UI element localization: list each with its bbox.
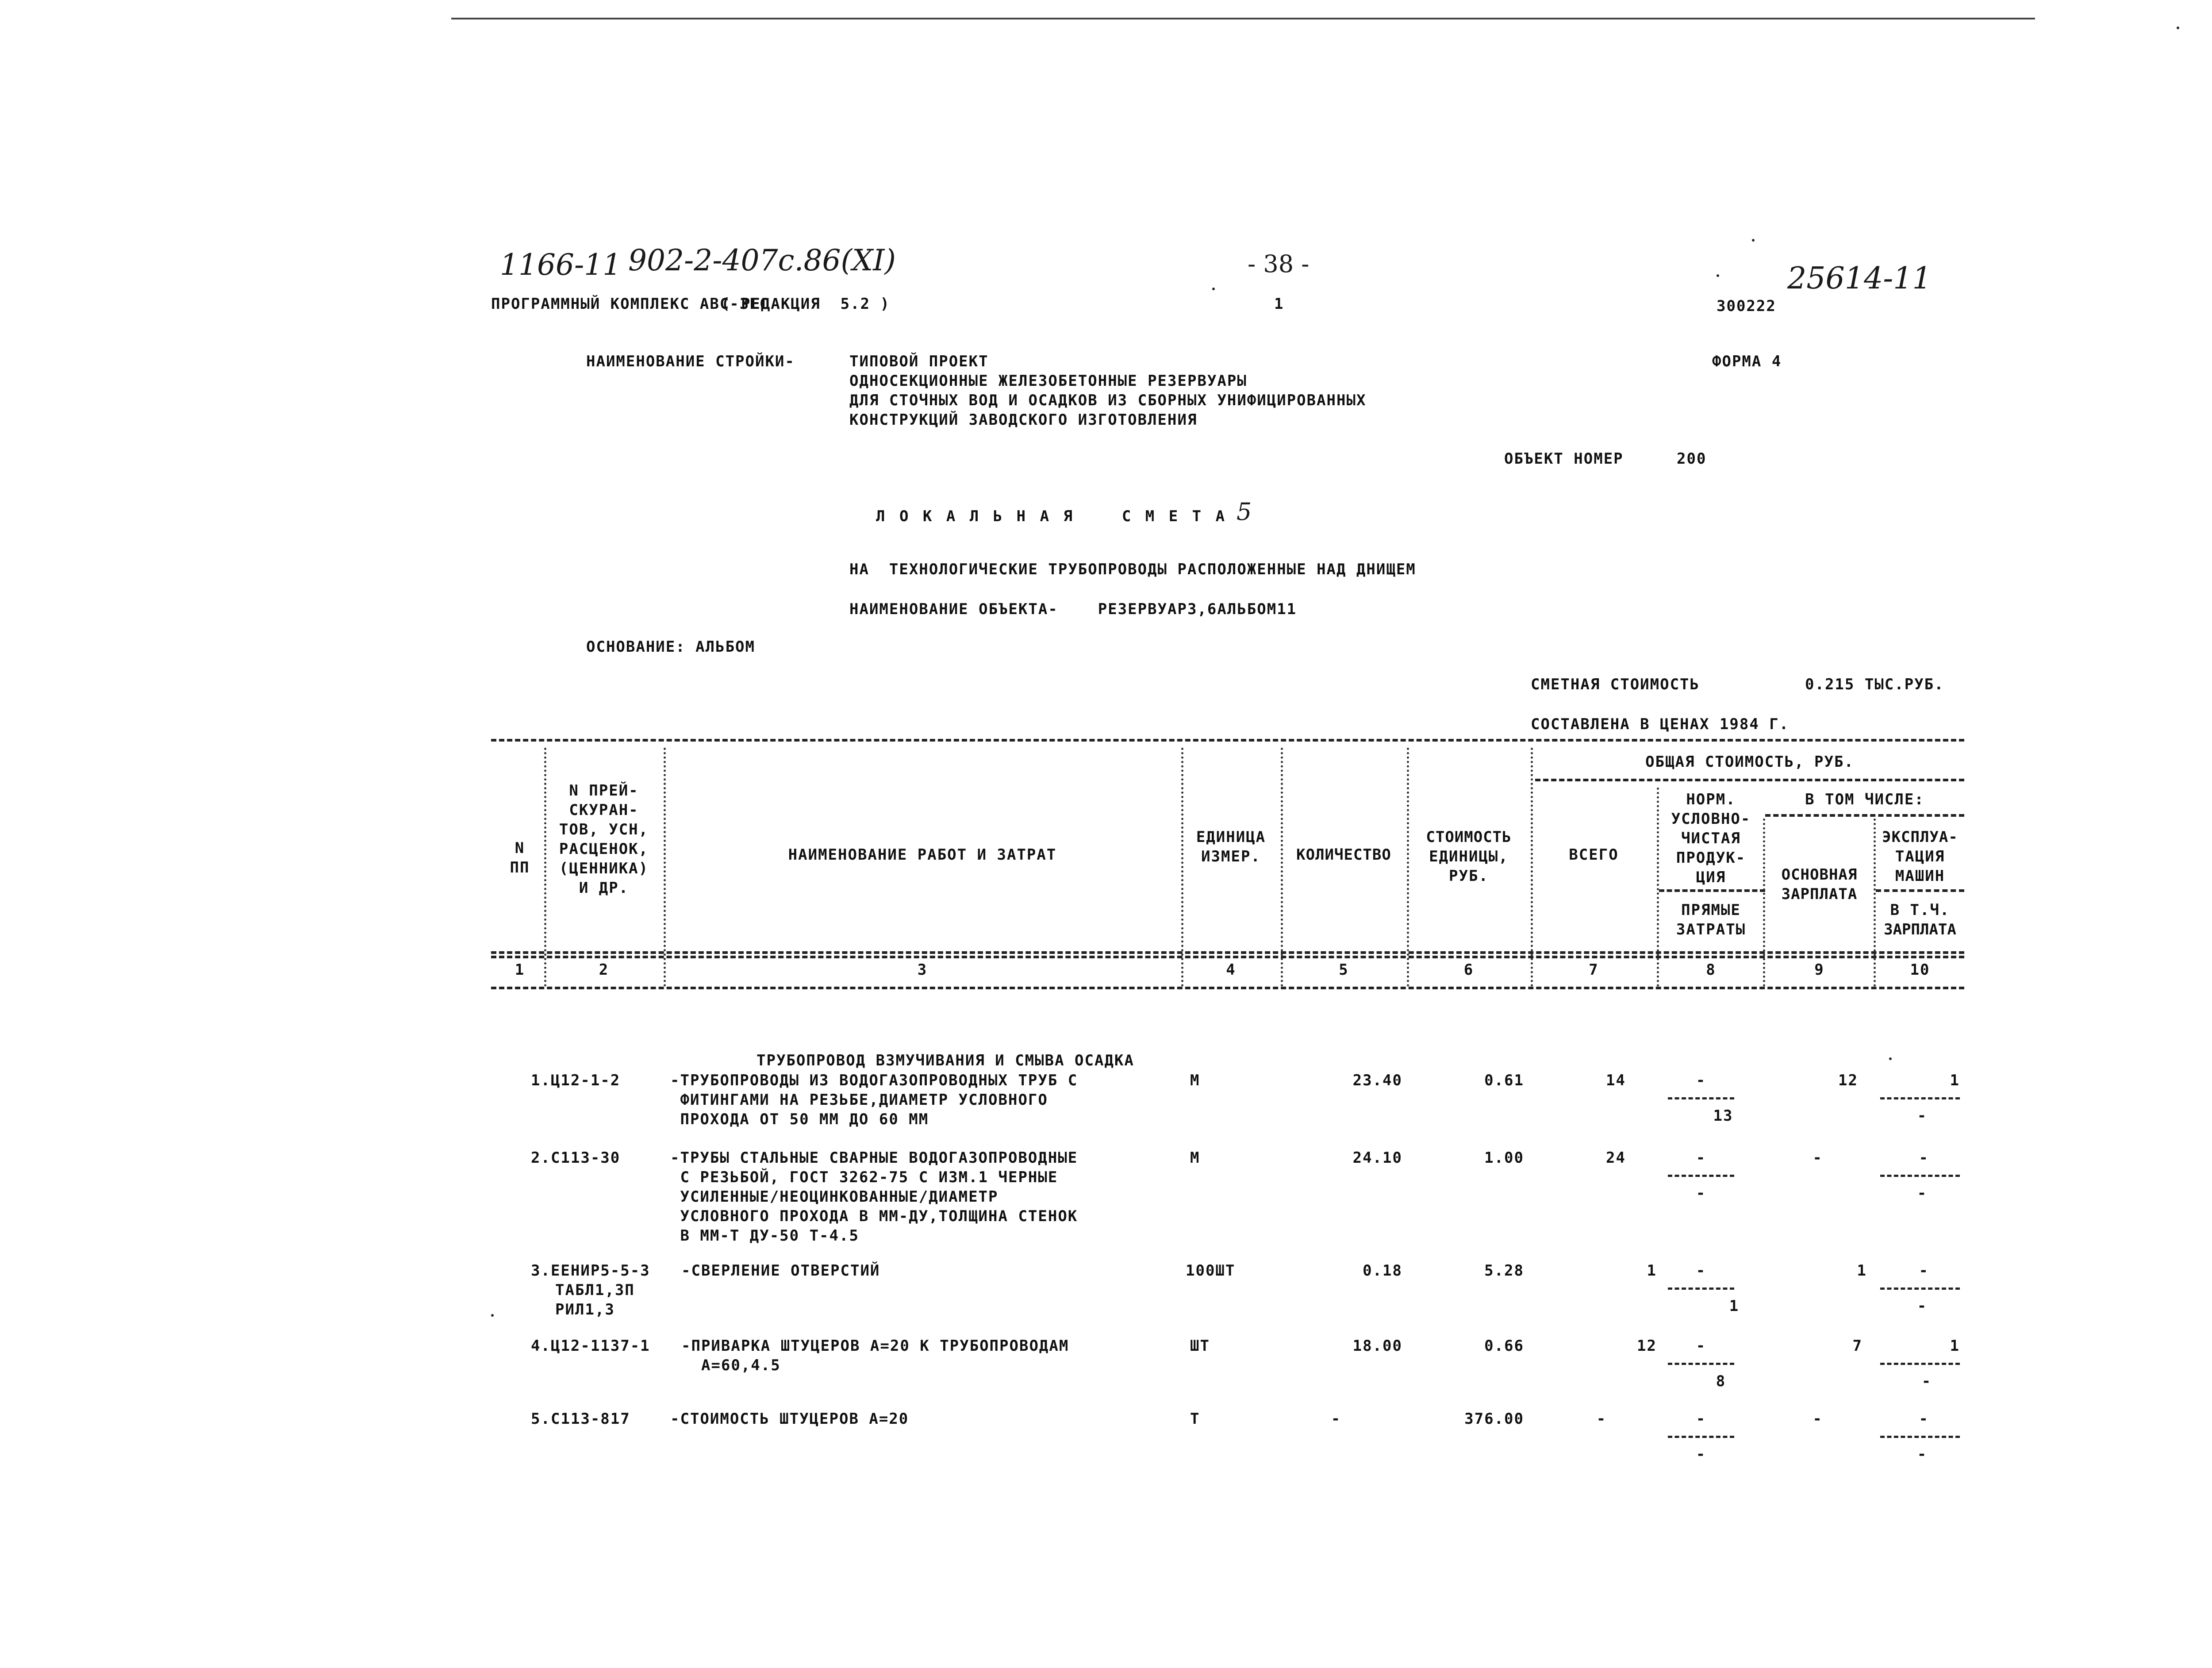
scan-speck: [491, 1314, 494, 1317]
row-c10b: -: [1921, 1372, 1932, 1390]
handwritten-project-code: 902-2-407с.86(XI): [628, 243, 896, 277]
header-c9-line: ОСНОВНАЯ: [1781, 866, 1858, 884]
header-c8-line: ПРОДУК-: [1676, 849, 1746, 867]
header-c10-line: ТАЦИЯ: [1895, 848, 1945, 865]
row-c8: -: [1696, 1149, 1706, 1167]
header-c8-line: ЦИЯ: [1696, 869, 1726, 886]
row-name-line: -СТОИМОСТЬ ШТУЦЕРОВ А=20: [670, 1410, 909, 1428]
row-name-line: В ММ-Т ДУ-50 Т-4.5: [670, 1227, 859, 1245]
row-c8-divider: [1668, 1436, 1734, 1438]
document-code: 300222: [1717, 297, 1776, 315]
row-name: [670, 1148, 1078, 1245]
header-c10-line: МАШИН: [1895, 867, 1945, 885]
row-c10: 1: [1950, 1337, 1960, 1355]
row-price: 0.61: [1484, 1072, 1524, 1089]
header-bottom-rule: [491, 951, 1964, 954]
row-price: 5.28: [1484, 1262, 1524, 1280]
row-c10b: -: [1917, 1107, 1928, 1125]
col-number: 8: [1706, 961, 1716, 979]
row-price: 376.00: [1464, 1410, 1524, 1428]
header-c9-line: ЗАРПЛАТА: [1781, 885, 1858, 903]
col-sep: [664, 748, 666, 987]
header-c4-line: ИЗМЕР.: [1201, 848, 1261, 865]
header-c6-line: РУБ.: [1449, 867, 1489, 885]
row-total: 24: [1606, 1149, 1626, 1167]
row-code: 1.Ц12-1-2: [531, 1072, 621, 1089]
header-c10: [1876, 827, 1964, 886]
row-code-extra: РИЛ1,3: [555, 1301, 615, 1318]
row-c8b: 1: [1729, 1297, 1740, 1315]
scan-speck: [1212, 288, 1215, 290]
row-price: 0.66: [1484, 1337, 1524, 1355]
col-number: 1: [515, 961, 525, 979]
header-c6: [1409, 827, 1528, 886]
row-c8b: 8: [1716, 1372, 1726, 1390]
project-line: КОНСТРУКЦИЙ ЗАВОДСКОГО ИЗГОТОВЛЕНИЯ: [849, 411, 1198, 429]
incl-header-rule: [1765, 814, 1964, 817]
row-name-line: УСИЛЕННЫЕ/НЕОЦИНКОВАННЫЕ/ДИАМЕТР: [670, 1188, 998, 1206]
col-number: 9: [1814, 961, 1824, 979]
estimate-title: Л О К А Л Ь Н А Я С М Е Т А: [876, 507, 1228, 525]
header-c4: [1183, 827, 1279, 866]
row-name: [681, 1261, 880, 1280]
row-c10: -: [1919, 1262, 1929, 1280]
row-c10-divider: [1880, 1175, 1960, 1177]
handwritten-right-code: 25614-11: [1787, 261, 1932, 296]
col-number: 7: [1589, 961, 1599, 979]
row-c8-divider: [1668, 1363, 1734, 1365]
project-line: ДЛЯ СТОЧНЫХ ВОД И ОСАДКОВ ИЗ СБОРНЫХ УНИФИЦИРОВАННЫХ: [849, 392, 1367, 409]
row-unit: М: [1190, 1072, 1200, 1089]
row-unit: Т: [1190, 1410, 1200, 1428]
row-total: 14: [1606, 1072, 1626, 1089]
col-number: 5: [1339, 961, 1349, 979]
row-qty: 18.00: [1352, 1337, 1402, 1355]
row-qty: 24.10: [1352, 1149, 1402, 1167]
row-c8: -: [1696, 1072, 1706, 1089]
row-c8-divider: [1668, 1097, 1734, 1099]
header-c9: [1765, 865, 1874, 904]
group-header-rule: [1535, 779, 1964, 781]
row-c9: 1: [1857, 1262, 1867, 1280]
construction-label: НАИМЕНОВАНИЕ СТРОЙКИ-: [586, 353, 795, 370]
sheet-number: 1: [1274, 295, 1284, 313]
scan-speck: [1889, 1057, 1892, 1060]
row-c8b: -: [1696, 1445, 1706, 1463]
header-c10b: [1876, 900, 1964, 939]
row-c10-divider: [1880, 1436, 1960, 1438]
row-unit: ШТ: [1190, 1337, 1210, 1355]
row-c10b: -: [1917, 1184, 1928, 1202]
header-c6-line: ЕДИНИЦЫ,: [1429, 848, 1509, 865]
header-c2-line: N ПРЕЙ-: [569, 782, 639, 799]
row-c8-divider: [1668, 1288, 1734, 1290]
col-number: 2: [599, 961, 609, 979]
header-c6-line: СТОИМОСТЬ: [1426, 828, 1512, 846]
header-c2-line: СКУРАН-: [569, 801, 639, 819]
scan-speck: [1752, 239, 1755, 242]
row-c8b: -: [1696, 1184, 1706, 1202]
header-c10b-line: ЗАРПЛАТА: [1884, 921, 1956, 938]
col-sep: [1181, 748, 1183, 987]
row-name-line: УСЛОВНОГО ПРОХОДА В ММ-ДУ,ТОЛЩИНА СТЕНОК: [670, 1207, 1078, 1225]
row-c8b: 13: [1713, 1107, 1733, 1125]
row-code: 3.ЕЕНИР5-5-3: [531, 1262, 650, 1280]
project-line: ОДНОСЕКЦИОННЫЕ ЖЕЛЕЗОБЕТОННЫЕ РЕЗЕРВУАРЫ: [849, 372, 1247, 390]
row-name-line: С РЕЗЬБОЙ, ГОСТ 3262-75 С ИЗМ.1 ЧЕРНЫЕ: [670, 1168, 1058, 1186]
row-name-line: -СВЕРЛЕНИЕ ОТВЕРСТИЙ: [681, 1262, 880, 1280]
header-c2-line: И ДР.: [579, 879, 629, 897]
row-c8-divider: [1668, 1175, 1734, 1177]
row-name: [681, 1336, 1069, 1375]
row-name-line: ПРОХОДА ОТ 50 ММ ДО 60 ММ: [670, 1111, 929, 1128]
row-code: 4.Ц12-1137-1: [531, 1337, 650, 1355]
header-c3: НАИМЕНОВАНИЕ РАБОТ И ЗАТРАТ: [788, 846, 1057, 864]
scan-speck: [1717, 274, 1719, 277]
form-label: ФОРМА 4: [1712, 353, 1782, 370]
row-name: [670, 1409, 909, 1429]
row-c9: -: [1813, 1149, 1823, 1167]
row-price: 1.00: [1484, 1149, 1524, 1167]
row-total: -: [1596, 1410, 1607, 1428]
row-c10-divider: [1880, 1288, 1960, 1290]
c10-split-rule: [1876, 889, 1964, 892]
header-c1-line: ПП: [510, 859, 530, 876]
row-c10b: -: [1917, 1297, 1928, 1315]
object-number: 200: [1677, 450, 1707, 468]
row-c8: -: [1696, 1410, 1706, 1428]
row-c8: -: [1696, 1262, 1706, 1280]
header-c8-line: ЧИСТАЯ: [1681, 830, 1741, 847]
row-qty: -: [1331, 1410, 1341, 1428]
row-c8: -: [1696, 1337, 1706, 1355]
col-number: 6: [1463, 961, 1474, 979]
row-c10: -: [1919, 1149, 1929, 1167]
row-name-line: А=60,4.5: [681, 1357, 781, 1374]
program-name: ПРОГРАММНЫЙ КОМПЛЕКС АВС-3ЕС: [491, 295, 770, 313]
cost-label: СМЕТНАЯ СТОИМОСТЬ: [1531, 676, 1700, 693]
header-c2: [546, 781, 661, 898]
handwritten-left-code: 1166-11: [500, 248, 622, 282]
col-sep: [1281, 748, 1283, 987]
row-code-extra: ТАБЛ1,3П: [555, 1281, 635, 1299]
row-code: 2.С113-30: [531, 1149, 621, 1167]
header-c4-line: ЕДИНИЦА: [1196, 828, 1266, 846]
row-unit: 100ШТ: [1186, 1262, 1236, 1280]
row-c9: 12: [1838, 1072, 1858, 1089]
header-group: ОБЩАЯ СТОИМОСТЬ, РУБ.: [1645, 753, 1854, 771]
col-sep: [1531, 748, 1533, 987]
header-c10b-line: В Т.Ч.: [1890, 901, 1950, 919]
row-c10: -: [1919, 1410, 1929, 1428]
header-c2-line: РАСЦЕНОК,: [559, 840, 649, 858]
header-c8b-line: ПРЯМЫЕ: [1681, 901, 1741, 919]
row-code: 5.С113-817: [531, 1410, 630, 1428]
header-c8-line: УСЛОВНО-: [1671, 810, 1751, 828]
scan-speck: [2177, 27, 2179, 29]
header-c1-line: N: [515, 839, 525, 857]
handwritten-page-number: - 38 -: [1248, 250, 1310, 278]
cost-value: 0.215 ТЫС.РУБ.: [1805, 676, 1944, 693]
row-name-line: -ТРУБЫ СТАЛЬНЫЕ СВАРНЫЕ ВОДОГАЗОПРОВОДНЫЕ: [670, 1149, 1078, 1167]
header-c5: КОЛИЧЕСТВО: [1296, 846, 1391, 864]
section-title: ТРУБОПРОВОД ВЗМУЧИВАНИЯ И СМЫВА ОСАДКА: [757, 1052, 1134, 1069]
col-number: 4: [1226, 961, 1236, 979]
header-c8-line: НОРМ.: [1686, 791, 1736, 808]
row-name-line: -ПРИВАРКА ШТУЦЕРОВ А=20 К ТРУБОПРОВОДАМ: [681, 1337, 1069, 1355]
col-number: 3: [917, 961, 928, 979]
header-incl: В ТОМ ЧИСЛЕ:: [1805, 791, 1924, 808]
header-c2-line: (ЦЕННИКА): [559, 860, 649, 877]
row-c10-divider: [1880, 1363, 1960, 1365]
row-qty: 23.40: [1352, 1072, 1402, 1089]
scan-top-rule: [451, 18, 2035, 19]
row-c10-divider: [1880, 1097, 1960, 1099]
header-c7: ВСЕГО: [1569, 846, 1619, 864]
row-name-line: -ТРУБОПРОВОДЫ ИЗ ВОДОГАЗОПРОВОДНЫХ ТРУБ С: [670, 1072, 1078, 1089]
header-bottom-rule-2: [491, 956, 1964, 958]
edition-label: ( РЕДАКЦИЯ 5.2 ): [721, 295, 890, 313]
object-number-label: ОБЪЕКТ НОМЕР: [1504, 450, 1624, 468]
header-c2-line: ТОВ, УСН,: [559, 821, 649, 838]
header-c8: [1659, 790, 1763, 887]
row-qty: 0.18: [1363, 1262, 1402, 1280]
header-c8b-line: ЗАТРАТЫ: [1676, 921, 1746, 938]
object-name: НАИМЕНОВАНИЕ ОБЪЕКТА- РЕЗЕРВУАР3,6АЛЬБОМ11: [849, 600, 1297, 618]
project-description: [849, 352, 1366, 430]
header-c1: [498, 838, 542, 877]
header-c10-line: ЭКСПЛУА-: [1882, 828, 1958, 846]
prices-basis: СОСТАВЛЕНА В ЦЕНАХ 1984 Г.: [1531, 715, 1790, 733]
row-c9: -: [1813, 1410, 1823, 1428]
row-unit: М: [1190, 1149, 1200, 1167]
row-c9: 7: [1852, 1337, 1863, 1355]
row-c10: 1: [1950, 1072, 1960, 1089]
row-total: 1: [1647, 1262, 1657, 1280]
estimate-number: 5: [1237, 498, 1252, 526]
table-top-rule: [491, 739, 1964, 742]
row-c10b: -: [1917, 1445, 1928, 1463]
c8-split-rule: [1659, 889, 1765, 892]
basis: ОСНОВАНИЕ: АЛЬБОМ: [586, 638, 755, 656]
header-c8b: [1659, 900, 1763, 939]
estimate-subject: НА ТЕХНОЛОГИЧЕСКИЕ ТРУБОПРОВОДЫ РАСПОЛОЖЕННЫЕ НАД ДНИЩЕМ: [849, 561, 1416, 578]
row-name-line: ФИТИНГАМИ НА РЕЗЬБЕ,ДИАМЕТР УСЛОВНОГО: [670, 1091, 1048, 1109]
colnum-bottom-rule: [491, 987, 1964, 989]
project-line: ТИПОВОЙ ПРОЕКТ: [849, 353, 989, 370]
col-number: 10: [1910, 961, 1930, 979]
row-name: [670, 1071, 1078, 1129]
row-total: 12: [1637, 1337, 1657, 1355]
